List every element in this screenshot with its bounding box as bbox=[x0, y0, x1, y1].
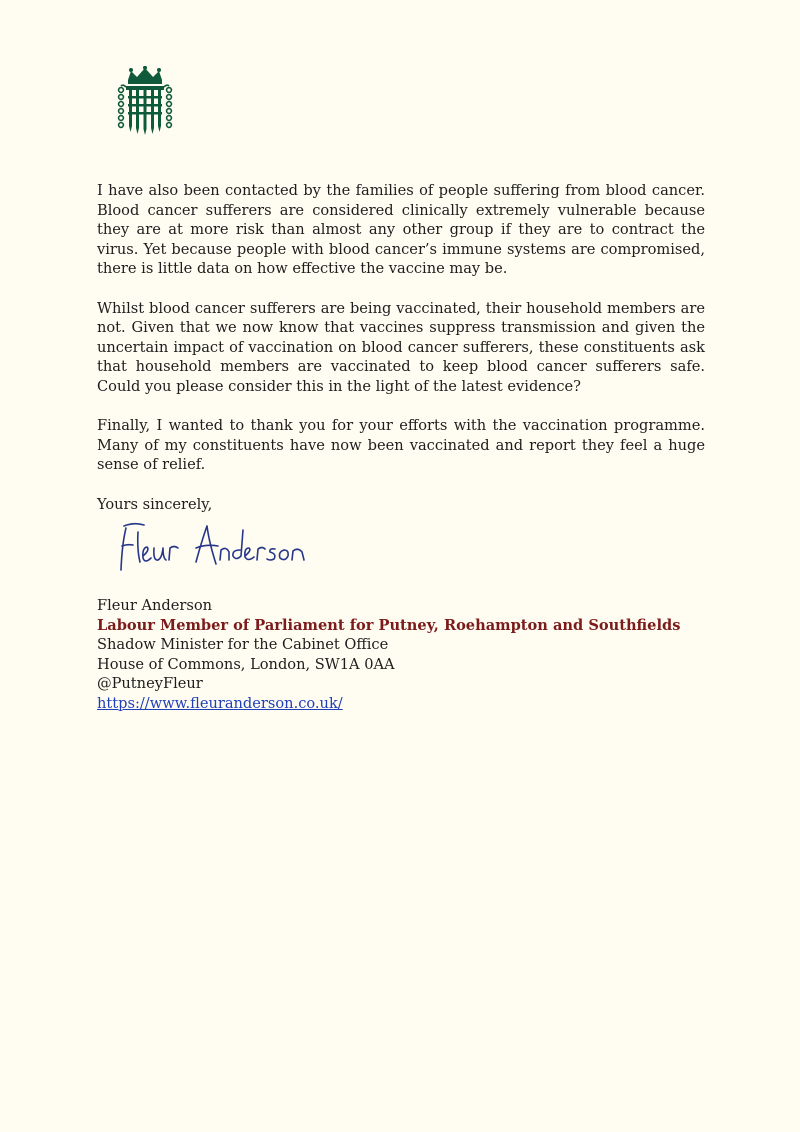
portcullis-icon bbox=[116, 66, 174, 136]
sender-name: Fleur Anderson bbox=[97, 597, 213, 614]
handwritten-signature bbox=[112, 514, 322, 576]
signature-block bbox=[97, 596, 680, 714]
sender-position: Shadow Minister for the Cabinet Office bbox=[97, 636, 389, 654]
sender-role: Labour Member of Parliament for Putney, Roehampton and Southfields bbox=[97, 616, 681, 634]
closing-salutation: Yours sincerely, bbox=[97, 495, 213, 513]
sender-address: House of Commons, London, SW1A 0AA bbox=[97, 655, 395, 673]
paragraph-household-members: Whilst blood cancer sufferers are being vaccinated, their household members are not. Given that we now know that vaccines suppress transmission and given the uncertain impact of vaccination on blood cancer sufferers, these constituents ask that household members are vaccinated to keep blood cancer sufferers safe. Could you please consider this in the light of the latest evidence? bbox=[97, 299, 705, 395]
website-link[interactable]: https://www.fleuranderson.co.uk/ bbox=[97, 694, 343, 712]
paragraph-thanks: Finally, I wanted to thank you for your efforts with the vaccination programme. Many of my constituents have now been vaccinated and report they feel a huge sense of relief. bbox=[97, 417, 705, 474]
sender-handle: @PutneyFleur bbox=[97, 675, 203, 693]
letter-body bbox=[97, 181, 705, 534]
paragraph-blood-cancer: I have also been contacted by the families of people suffering from blood cancer. Blood cancer sufferers are considered clinically extremely vulnerable because they are at more risk than almost any other group if they are to contract the virus. Yet because people with blood cancer’s immune systems are compromised, there is little data on how effective the vaccine may be. bbox=[97, 182, 705, 278]
